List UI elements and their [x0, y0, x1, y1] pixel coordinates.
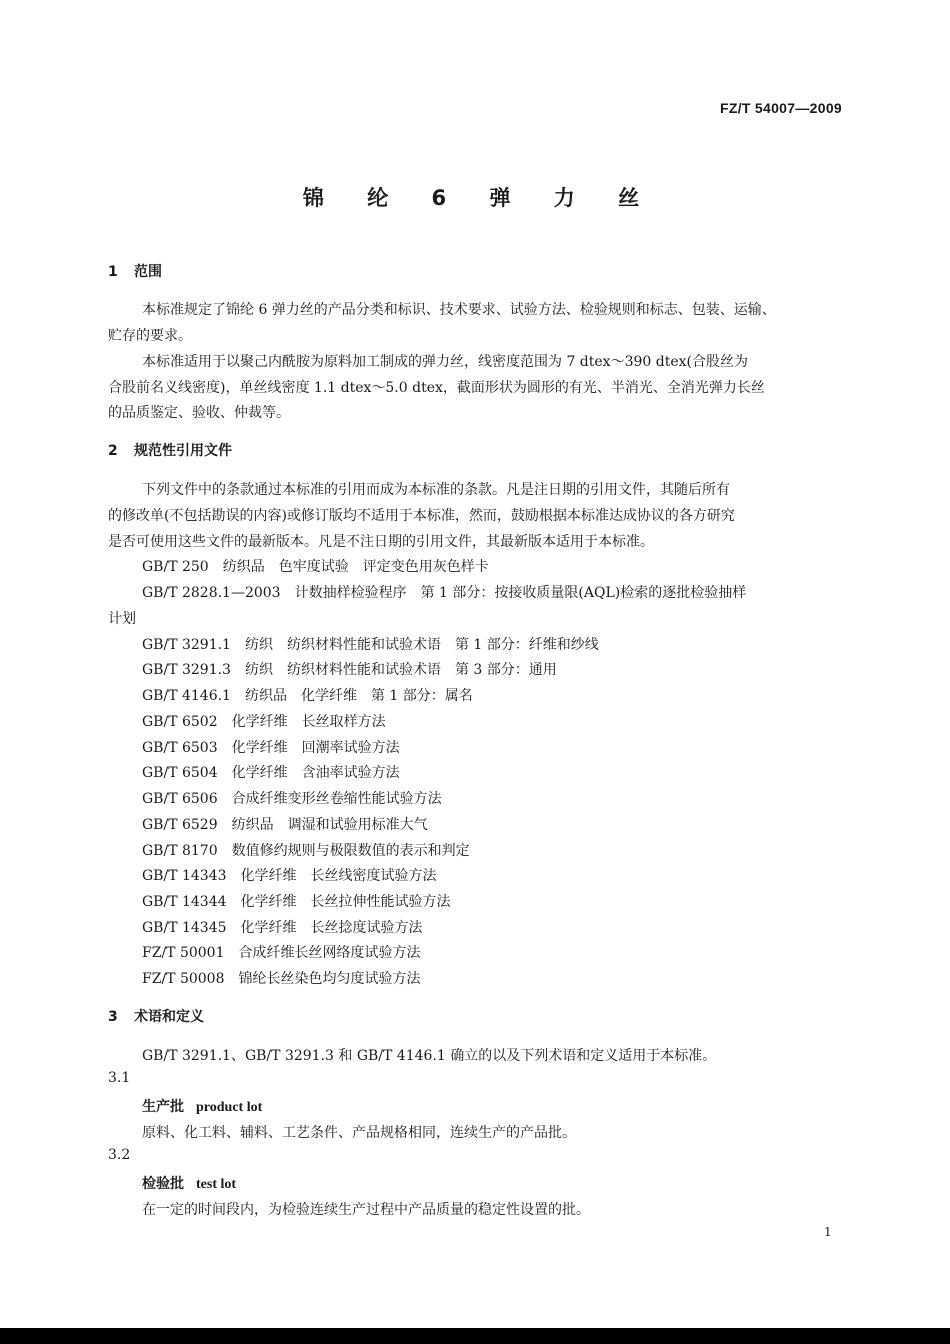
- reference-code: GB/T 6502: [142, 714, 218, 730]
- reference-item: [142, 814, 428, 834]
- reference-code: GB/T 3291.1: [142, 637, 231, 653]
- reference-title: 化学纤维 长丝取样方法: [231, 714, 386, 730]
- reference-title: 化学纤维 含油率试验方法: [231, 765, 400, 781]
- section-title: 规范性引用文件: [134, 443, 232, 459]
- reference-code: GB/T 2828.1—2003: [142, 585, 281, 601]
- standard-code: FZ/T 54007—2009: [719, 100, 842, 116]
- term-en: product lot: [196, 1100, 263, 1115]
- term-zh: 生产批: [142, 1099, 184, 1115]
- reference-item: [142, 788, 442, 808]
- reference-item: [142, 582, 746, 602]
- reference-title: 纺织品 色牢度试验 评定变色用灰色样卡: [222, 559, 489, 575]
- paragraph-line: 合股前名义线密度)，单丝线密度 1.1 dtex～5.0 dtex，截面形状为圆形的有光、半消光、全消光弹力长丝: [108, 380, 765, 396]
- reference-title: 化学纤维 回潮率试验方法: [231, 740, 400, 756]
- reference-code: GB/T 14344: [142, 894, 227, 910]
- section-heading-terms: [108, 1006, 204, 1026]
- section-heading-scope: [108, 261, 162, 281]
- section-title: 术语和定义: [134, 1009, 204, 1025]
- reference-item: [142, 865, 437, 885]
- paragraph-line: 的修改单(不包括勘误的内容)或修订版均不适用于本标准，然而，鼓励根据本标准达成协议的各方研究: [108, 508, 735, 524]
- term-definition: 原料、化工料、辅料、工艺条件、产品规格相同，连续生产的产品批。: [142, 1125, 576, 1141]
- reference-code: GB/T 6504: [142, 765, 218, 781]
- paragraph-line: 本标准适用于以聚己内酰胺为原料加工制成的弹力丝，线密度范围为 7 dtex～390 dtex(合股丝为: [142, 354, 748, 370]
- reference-title: 数值修约规则与极限数值的表示和判定: [231, 843, 470, 859]
- reference-code: FZ/T 50008: [142, 971, 225, 987]
- term-number: 3.2: [108, 1147, 131, 1163]
- section-heading-normative-references: [108, 440, 232, 460]
- reference-title: 计划: [108, 611, 136, 627]
- term-zh: 检验批: [142, 1176, 184, 1192]
- reference-item-continuation: [108, 608, 136, 628]
- reference-title: 纺织 纺织材料性能和试验术语 第 3 部分：通用: [244, 662, 557, 678]
- reference-title: 合成纤维变形丝卷缩性能试验方法: [231, 791, 442, 807]
- reference-title: 纺织 纺织材料性能和试验术语 第 1 部分：纤维和纱线: [244, 637, 599, 653]
- reference-item: [142, 968, 420, 988]
- section-number: 3: [108, 1009, 118, 1025]
- reference-item: [142, 634, 599, 654]
- reference-title: 化学纤维 长丝线密度试验方法: [240, 868, 437, 884]
- reference-title: 化学纤维 长丝拉伸性能试验方法: [240, 894, 451, 910]
- reference-item: [142, 762, 400, 782]
- reference-item: [142, 737, 400, 757]
- reference-code: GB/T 3291.3: [142, 662, 231, 678]
- reference-code: GB/T 14343: [142, 868, 227, 884]
- reference-item: [142, 917, 423, 937]
- paragraph-line: 贮存的要求。: [108, 328, 192, 344]
- reference-code: FZ/T 50001: [142, 945, 225, 961]
- reference-item: [142, 891, 451, 911]
- term-number: 3.1: [108, 1070, 131, 1086]
- paragraph-line: 本标准规定了锦纶 6 弹力丝的产品分类和标识、技术要求、试验方法、检验规则和标志、包装、运输、: [142, 302, 776, 318]
- reference-item: [142, 942, 420, 962]
- reference-item: [142, 556, 489, 576]
- reference-item: [142, 840, 470, 860]
- paragraph-line: 下列文件中的条款通过本标准的引用而成为本标准的条款。凡是注日期的引用文件，其随后所有: [142, 482, 730, 498]
- page-number: 1: [824, 1225, 832, 1239]
- reference-title: 锦纶长丝染色均匀度试验方法: [238, 971, 421, 987]
- term-en: test lot: [196, 1177, 237, 1192]
- reference-code: GB/T 250: [142, 559, 209, 575]
- reference-code: GB/T 6503: [142, 740, 218, 756]
- reference-item: [142, 685, 473, 705]
- reference-code: GB/T 8170: [142, 843, 218, 859]
- paragraph-line: GB/T 3291.1、GB/T 3291.3 和 GB/T 4146.1 确立的以及下列术语和定义适用于本标准。: [142, 1048, 717, 1064]
- section-title: 范围: [134, 264, 162, 280]
- reference-title: 纺织品 化学纤维 第 1 部分：属名: [244, 688, 473, 704]
- reference-title: 计数抽样检验程序 第 1 部分：按接收质量限(AQL)检索的逐批检验抽样: [294, 585, 747, 601]
- reference-item: [142, 659, 557, 679]
- paragraph-line: 的品质鉴定、验收、仲裁等。: [108, 405, 290, 421]
- paragraph-line: 是否可使用这些文件的最新版本。凡是不注日期的引用文件，其最新版本适用于本标准。: [108, 534, 654, 550]
- reference-title: 合成纤维长丝网络度试验方法: [238, 945, 421, 961]
- term-definition: 在一定的时间段内，为检验连续生产过程中产品质量的稳定性设置的批。: [142, 1202, 590, 1218]
- reference-item: [142, 711, 386, 731]
- section-number: 1: [108, 264, 118, 280]
- reference-code: GB/T 14345: [142, 920, 227, 936]
- reference-code: GB/T 6506: [142, 791, 218, 807]
- term-heading: [142, 1096, 262, 1116]
- reference-code: GB/T 4146.1: [142, 688, 231, 704]
- section-number: 2: [108, 443, 118, 459]
- reference-title: 化学纤维 长丝捻度试验方法: [240, 920, 423, 936]
- reference-code: GB/T 6529: [142, 817, 218, 833]
- bottom-border-bar: [0, 1328, 950, 1344]
- term-heading: [142, 1173, 236, 1193]
- document-title: 锦 纶 6 弹 力 丝: [302, 186, 658, 210]
- reference-title: 纺织品 调湿和试验用标准大气: [231, 817, 428, 833]
